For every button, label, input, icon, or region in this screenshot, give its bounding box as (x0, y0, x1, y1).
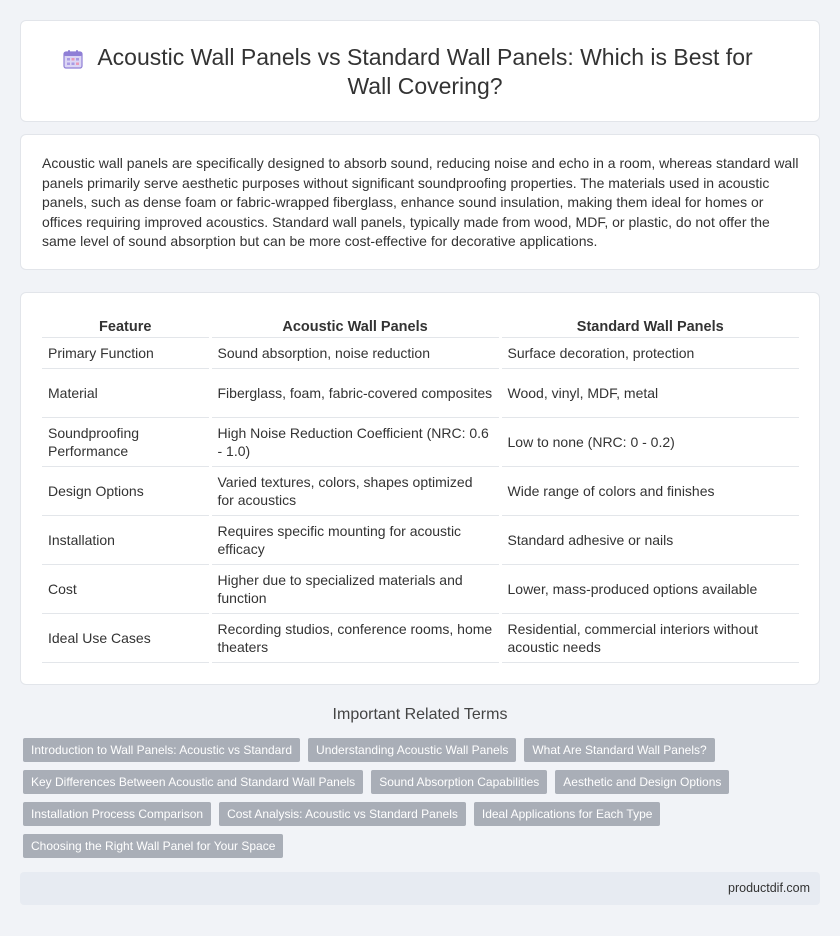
related-term-link[interactable]: Introduction to Wall Panels: Acoustic vs Standard (23, 738, 300, 762)
column-header-acoustic: Acoustic Wall Panels (210, 317, 500, 337)
related-term-link[interactable]: Sound Absorption Capabilities (371, 770, 547, 794)
feature-cell: Design Options (42, 466, 210, 515)
standard-cell: Residential, commercial interiors without acoustic needs (500, 613, 799, 662)
table-row (42, 368, 799, 417)
comparison-table (42, 317, 799, 663)
related-term-link[interactable]: Cost Analysis: Acoustic vs Standard Panels (219, 802, 466, 826)
acoustic-cell: Sound absorption, noise reduction (210, 337, 500, 368)
standard-cell: Standard adhesive or nails (500, 515, 799, 564)
related-term-link[interactable]: Aesthetic and Design Options (555, 770, 729, 794)
feature-cell: Installation (42, 515, 210, 564)
acoustic-cell: Recording studios, conference rooms, home theaters (210, 613, 500, 662)
intro-paragraph: Acoustic wall panels are specifically designed to absorb sound, reducing noise and echo in a room, whereas standard wall panels primarily serve aesthetic purposes without significant soundproofing properties. The materials used in acoustic panels, such as dense foam or fabric-wrapped fiberglass, enhance sound insulation, making them ideal for homes or offices requiring improved acoustics. Standard wall panels, typically made from wood, MDF, or plastic, do not offer the same level of sound absorption but can be more cost-effective for decorative applications. (42, 155, 799, 249)
acoustic-cell: High Noise Reduction Coefficient (NRC: 0.6 - 1.0) (210, 417, 500, 466)
related-term-link[interactable]: What Are Standard Wall Panels? (524, 738, 714, 762)
acoustic-cell: Varied textures, colors, shapes optimized for acoustics (210, 466, 500, 515)
related-term-link[interactable]: Understanding Acoustic Wall Panels (308, 738, 516, 762)
standard-cell: Surface decoration, protection (500, 337, 799, 368)
related-terms-list (23, 738, 783, 866)
acoustic-cell: Requires specific mounting for acoustic efficacy (210, 515, 500, 564)
standard-cell: Wood, vinyl, MDF, metal (500, 368, 799, 417)
table-row (42, 515, 799, 564)
table-row (42, 564, 799, 613)
column-header-feature: Feature (42, 317, 210, 337)
related-term-link[interactable]: Choosing the Right Wall Panel for Your Space (23, 834, 283, 858)
table-row (42, 466, 799, 515)
table-row (42, 417, 799, 466)
intro-card (20, 134, 820, 270)
standard-cell: Low to none (NRC: 0 - 0.2) (500, 417, 799, 466)
standard-cell: Lower, mass-produced options available (500, 564, 799, 613)
page-title (61, 43, 789, 101)
table-row (42, 337, 799, 368)
header-card (20, 20, 820, 122)
comparison-table-card (20, 292, 820, 685)
footer-site-name[interactable]: productdif.com (728, 881, 810, 895)
acoustic-cell: Higher due to specialized materials and function (210, 564, 500, 613)
page-title-line-2: Wall Covering? (347, 73, 503, 99)
standard-cell: Wide range of colors and finishes (500, 466, 799, 515)
related-terms-heading: Important Related Terms (332, 706, 508, 723)
table-row (42, 613, 799, 662)
related-term-link[interactable]: Installation Process Comparison (23, 802, 211, 826)
table-header-row (42, 317, 799, 337)
feature-cell: Cost (42, 564, 210, 613)
feature-cell: Soundproofing Performance (42, 417, 210, 466)
related-term-link[interactable]: Ideal Applications for Each Type (474, 802, 661, 826)
acoustic-cell: Fiberglass, foam, fabric-covered composites (210, 368, 500, 417)
feature-cell: Ideal Use Cases (42, 613, 210, 662)
column-header-standard: Standard Wall Panels (500, 317, 799, 337)
related-term-link[interactable]: Key Differences Between Acoustic and Standard Wall Panels (23, 770, 363, 794)
page-title-line-1: Acoustic Wall Panels vs Standard Wall Panels: Which is Best for (97, 44, 753, 70)
feature-cell: Primary Function (42, 337, 210, 368)
footer-bar (20, 872, 820, 905)
feature-cell: Material (42, 368, 210, 417)
